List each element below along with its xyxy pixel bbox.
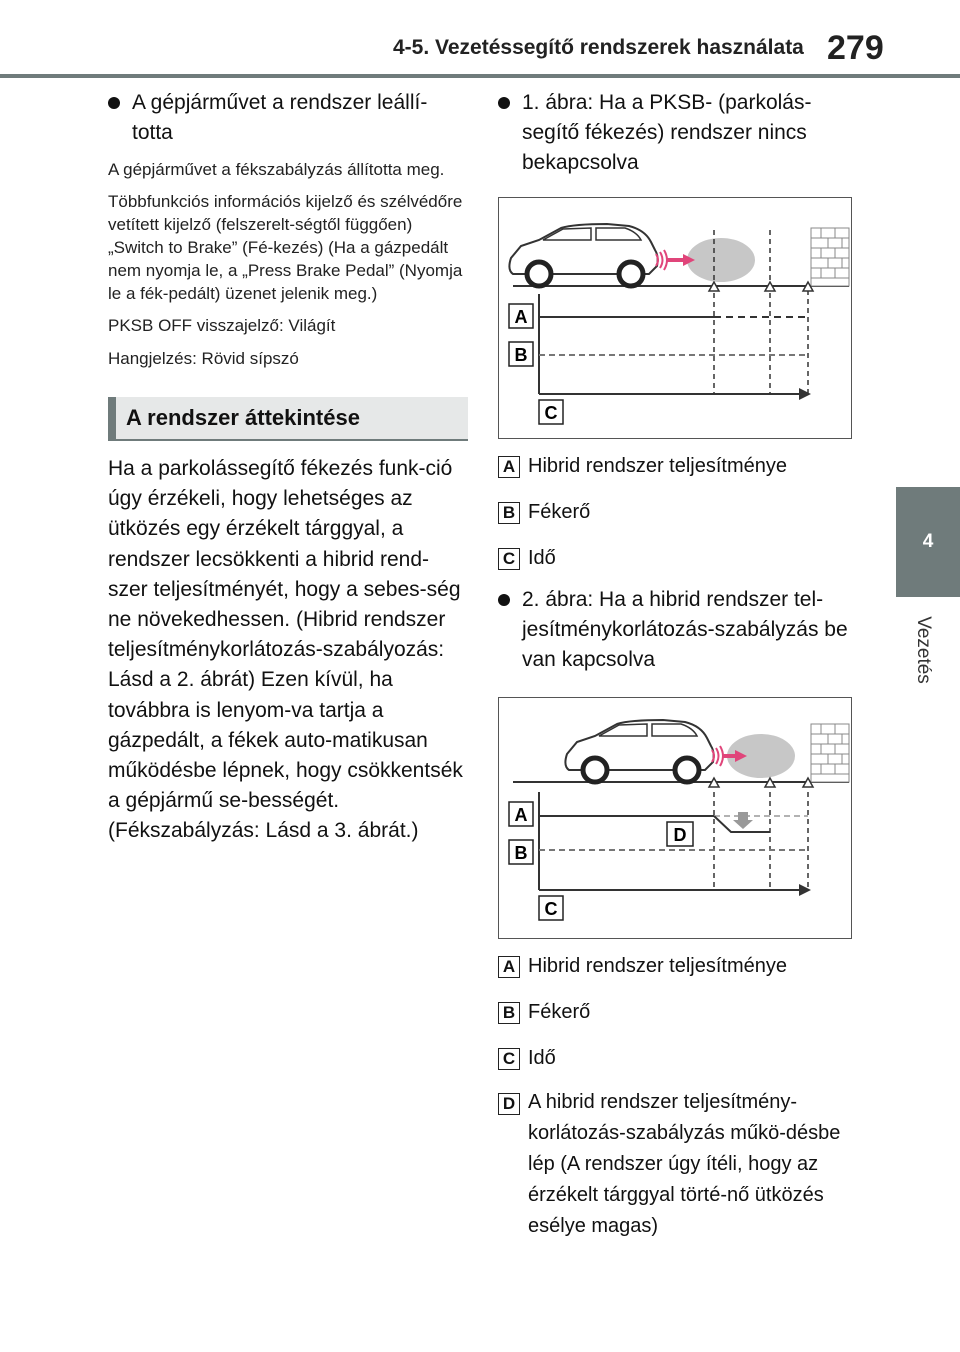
sensor-wave-icon: [712, 746, 723, 766]
bullet-figure-1: 1. ábra: Ha a PKSB- (parkolás-segítő fékezés) rendszer nincs bekapcsolva: [498, 88, 858, 178]
chapter-label-text: Vezetés: [913, 616, 934, 684]
legend-1-text-b: Fékerő: [528, 501, 591, 523]
chapter-label: [888, 600, 958, 700]
legend-2-text-b: Fékerő: [528, 1001, 591, 1023]
figure-1-label-a: A: [514, 307, 528, 327]
car-icon: [509, 224, 657, 286]
brick-wall-icon: [811, 724, 849, 782]
section-heading-text: A rendszer áttekintése: [126, 405, 360, 430]
figure-1-label-c: C: [544, 403, 558, 423]
left-column: [108, 88, 468, 847]
section-heading-bar: [108, 397, 116, 441]
figure-2-label-b: B: [514, 843, 528, 863]
brick-wall-icon: [811, 228, 849, 286]
legend-2-item-c: [498, 1043, 858, 1075]
legend-2-item-a: [498, 951, 858, 983]
legend-2-item-d: [498, 1087, 858, 1242]
overview-paragraph: Ha a parkolássegítő fékezés funk-ció úgy érzékeli, hogy lehetséges az ütközés egy érzékelt tárggyal, a rendszer lecsökkenti a hibrid rend-szer teljesítményét, hogy a sebes-ség ne növekedhessen. (Hibrid rendszer teljesítménykorlátozás-szabályozás: Lásd a 2. ábrát) Ezen kívül, ha továbbra is lenyom-va tartja a gázpedált, a fékek auto-matikusan működésbe lépnek, hogy csökkentsék a gépjármű se-bességét. (Fékszabályzás: Lásd a 3. ábrát.): [108, 457, 463, 843]
legend-2-item-b: [498, 997, 858, 1029]
legend-1-key-c: C: [498, 548, 520, 570]
legend-1-key-a: A: [498, 456, 520, 478]
chapter-tab[interactable]: 4: [896, 487, 960, 597]
legend-2: [498, 951, 858, 1242]
legend-2-text-c: Idő: [528, 1047, 556, 1069]
figure-2: [498, 697, 852, 939]
figure-2-label-d: D: [673, 825, 687, 845]
legend-1-item-a: [498, 451, 858, 483]
legend-2-key-d: D: [498, 1093, 520, 1115]
paragraph-buzzer: Hangjelzés: Rövid sípszó: [108, 349, 299, 368]
legend-1-item-c: [498, 543, 858, 575]
page-number: 279: [827, 29, 884, 67]
legend-2-text-d: A hibrid rendszer teljesítmény-korlátozás-szabályzás műkö-désbe lép (A rendszer úgy ítéli, hogy az érzékelt tárggyal törté-nő ütközés esélye magas): [528, 1091, 841, 1237]
legend-2-key-b: B: [498, 1002, 520, 1024]
sonar-wave-icon: [687, 238, 755, 282]
down-arrow-icon: [733, 812, 753, 829]
section-title: 4-5. Vezetéssegítő rendszerek használata: [393, 36, 804, 59]
figure-2-diagram: [499, 698, 851, 938]
legend-1-item-b: [498, 497, 858, 529]
page-header: [0, 0, 960, 80]
figure-1: [498, 197, 852, 439]
bullet-figure-2: 2. ábra: Ha a hibrid rendszer tel-jesítménykorlátozás-szabályzás be van kapcsolva: [498, 585, 858, 675]
legend-2-key-c: C: [498, 1048, 520, 1070]
paragraph-display-message: Többfunkciós információs kijelző és szélvédőre vetített kijelző (felszerelt-ségtől függően) „Switch to Brake” (Fé-kezés) (Ha a gázpedált nem nyomja le, a „Press Brake Pedal” (Nyomja le a fék-pedált) üzenet jelenik meg.): [108, 192, 463, 303]
right-column: [498, 88, 858, 1242]
legend-2-text-a: Hibrid rendszer teljesítménye: [528, 955, 787, 977]
legend-1-text-c: Idő: [528, 547, 556, 569]
legend-1-text-a: Hibrid rendszer teljesítménye: [528, 455, 787, 477]
legend-1: [498, 451, 858, 575]
header-divider: [0, 74, 960, 78]
legend-1-key-b: B: [498, 502, 520, 524]
car-icon: [565, 720, 713, 782]
figure-2-label-c: C: [544, 899, 558, 919]
figure-1-label-b: B: [514, 345, 528, 365]
paragraph-brake-control: A gépjárművet a fékszabályzás állította meg.: [108, 160, 445, 179]
legend-2-key-a: A: [498, 956, 520, 978]
sensor-wave-icon: [656, 250, 667, 270]
section-heading: [108, 397, 468, 441]
figure-2-label-a: A: [514, 805, 528, 825]
paragraph-indicator: PKSB OFF visszajelző: Világít: [108, 316, 336, 335]
bullet-vehicle-stopped: A gépjárművet a rendszer leállí-totta: [108, 88, 468, 148]
figure-1-diagram: [499, 198, 851, 438]
